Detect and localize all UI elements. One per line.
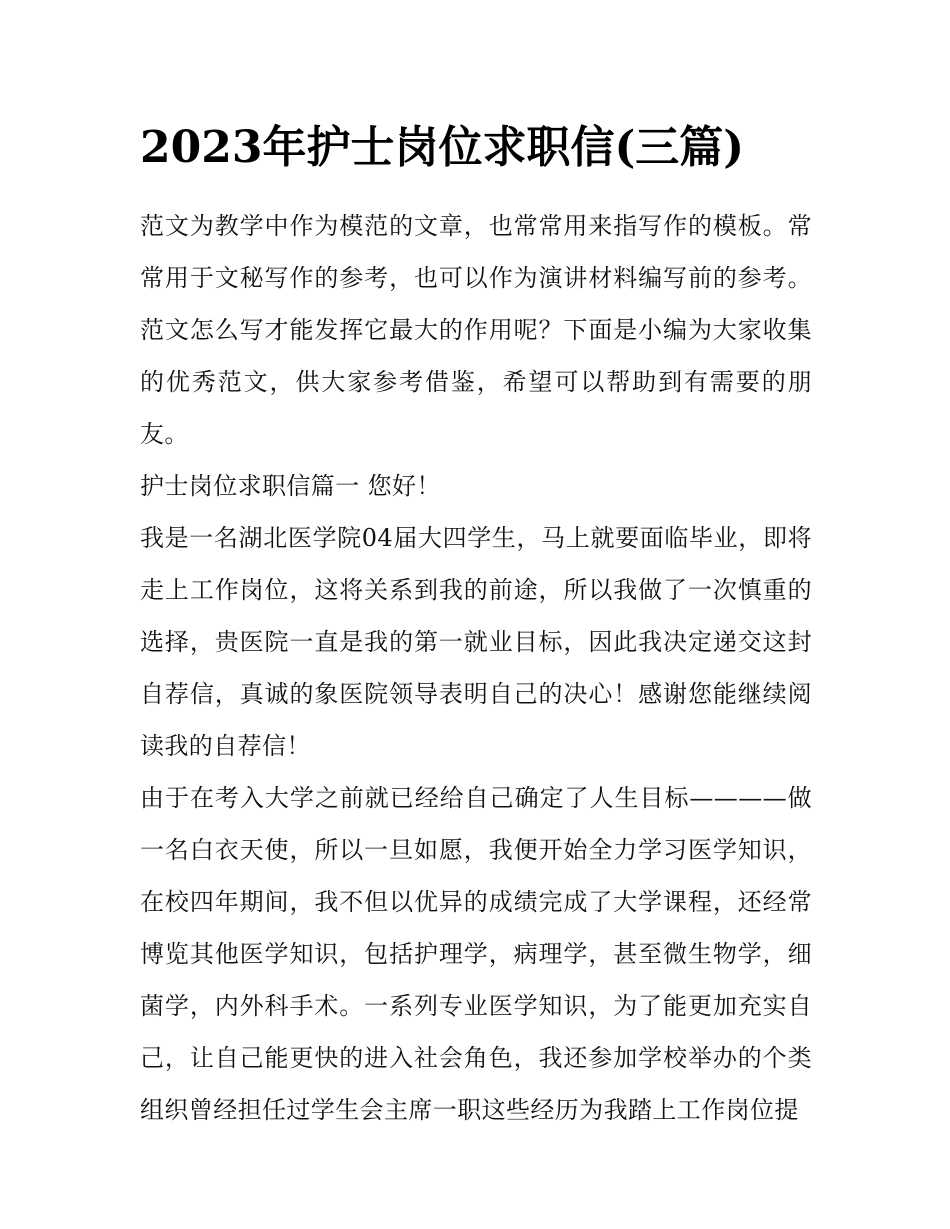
- document-title: 2023年护士岗位求职信(三篇): [140, 122, 745, 173]
- study-experience-paragraph: 由于在考入大学之前就已经给自己确定了人生目标————做一名白衣天使，所以一旦如愿，我便开始全力学习医学知识，在校四年期间，我不但以优异的成绩完成了大学课程，还经常博览其他医学知识，包括护理学，病理学，甚至微生物学，细菌学，内外科手术。一系列专业医学知识，为了能更加充实自己，让自己能更快的进入社会角色，我还参加学校举办的个类组织曾经担任过学生会主席一职这些经历为我踏上工作岗位提: [140, 784, 812, 1124]
- self-introduction-paragraph: 我是一名湖北医学院04届大四学生，马上就要面临毕业，即将走上工作岗位，这将关系到我的前途，所以我做了一次慎重的选择，贵医院一直是我的第一就业目标，因此我决定递交这封自荐信，真诚的象医院领导表明自己的决心！感谢您能继续阅读我的自荐信！: [140, 524, 812, 760]
- intro-paragraph: 范文为教学中作为模范的文章，也常常用来指写作的模板。常常用于文秘写作的参考，也可以作为演讲材料编写前的参考。范文怎么写才能发挥它最大的作用呢？下面是小编为大家收集的优秀范文，供大家参考借鉴，希望可以帮助到有需要的朋友。: [140, 212, 812, 448]
- letter-heading-paragraph: 护士岗位求职信篇一 您好！: [140, 472, 441, 500]
- document-body: [140, 200, 812, 1136]
